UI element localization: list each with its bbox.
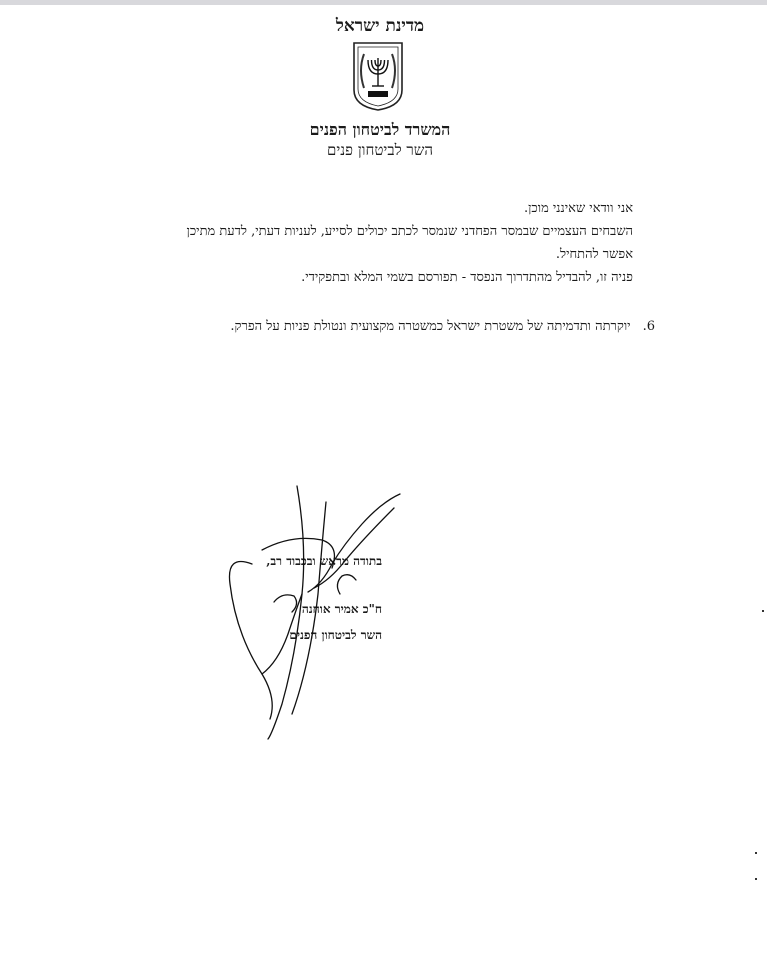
signoff-greeting: בתודה מראש ובכבוד רב, <box>266 554 382 568</box>
body-line: השבחים העצמיים שבמסר הפחדני שנמסר לכתב יכולים לסייע, לענ‏יות דעתי, לדעת מתיכן <box>186 224 633 239</box>
minister-title: השר לביטחון פנים <box>327 141 433 159</box>
list-item-number: 6. <box>642 319 655 334</box>
state-emblem-icon <box>350 40 406 112</box>
list-item-text: יוקרתה ותדמיתה של משטרת ישראל כמשטרה מקצועית ונטולת פניות על הפרק. <box>230 319 631 334</box>
body-line: אפשר להתחיל. <box>555 247 633 262</box>
body-line: פניה זו, להבדיל מהתדרוך הנפסד - תפורסם בשמי המלא ובתפקידי. <box>301 270 633 285</box>
list-item <box>95 318 655 334</box>
body-line: אני וודאי שאינני מוכן. <box>523 201 633 216</box>
ministry-name: המשרד לביטחון הפנים <box>309 120 451 139</box>
page-top-border <box>0 0 767 5</box>
scan-mark <box>755 878 757 880</box>
signoff-name: ח"כ אמיר אוחנה <box>301 602 382 616</box>
signoff-title: השר לביטחון הפנים <box>289 628 382 642</box>
handwritten-signature-icon <box>222 484 412 746</box>
scan-mark <box>762 610 764 612</box>
state-name-heading: מדינת ישראל <box>335 16 425 36</box>
letter-body <box>73 197 633 289</box>
scan-mark <box>755 852 757 854</box>
